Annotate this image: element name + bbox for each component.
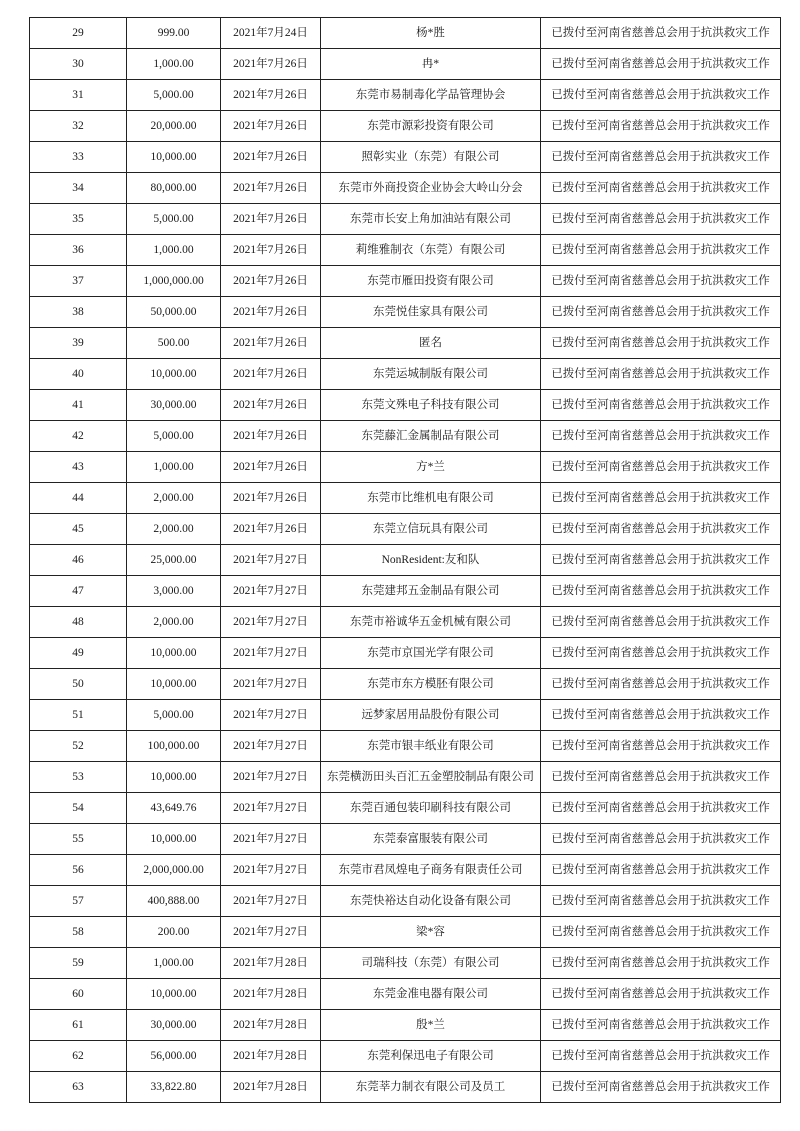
table-row bbox=[30, 328, 781, 359]
donation-amount: 1,000.00 bbox=[127, 948, 221, 979]
fund-usage: 已拨付至河南省慈善总会用于抗洪救灾工作 bbox=[541, 1041, 781, 1072]
donation-date: 2021年7月26日 bbox=[221, 452, 321, 483]
row-number: 45 bbox=[30, 514, 127, 545]
row-number: 31 bbox=[30, 80, 127, 111]
row-number: 58 bbox=[30, 917, 127, 948]
fund-usage: 已拨付至河南省慈善总会用于抗洪救灾工作 bbox=[541, 266, 781, 297]
table-row bbox=[30, 855, 781, 886]
donor-name: 东莞市裕诚华五金机械有限公司 bbox=[321, 607, 541, 638]
table-row bbox=[30, 421, 781, 452]
donation-date: 2021年7月27日 bbox=[221, 762, 321, 793]
fund-usage: 已拨付至河南省慈善总会用于抗洪救灾工作 bbox=[541, 80, 781, 111]
donation-amount: 10,000.00 bbox=[127, 979, 221, 1010]
fund-usage: 已拨付至河南省慈善总会用于抗洪救灾工作 bbox=[541, 607, 781, 638]
donation-amount: 400,888.00 bbox=[127, 886, 221, 917]
donor-name: 东莞市东方模胚有限公司 bbox=[321, 669, 541, 700]
donation-amount: 30,000.00 bbox=[127, 1010, 221, 1041]
row-number: 35 bbox=[30, 204, 127, 235]
donation-amount: 200.00 bbox=[127, 917, 221, 948]
donor-name: 东莞市比维机电有限公司 bbox=[321, 483, 541, 514]
fund-usage: 已拨付至河南省慈善总会用于抗洪救灾工作 bbox=[541, 576, 781, 607]
donor-name: 东莞市雁田投资有限公司 bbox=[321, 266, 541, 297]
fund-usage: 已拨付至河南省慈善总会用于抗洪救灾工作 bbox=[541, 855, 781, 886]
table-row bbox=[30, 545, 781, 576]
fund-usage: 已拨付至河南省慈善总会用于抗洪救灾工作 bbox=[541, 700, 781, 731]
row-number: 46 bbox=[30, 545, 127, 576]
donation-amount: 50,000.00 bbox=[127, 297, 221, 328]
donation-amount: 56,000.00 bbox=[127, 1041, 221, 1072]
donation-date: 2021年7月26日 bbox=[221, 49, 321, 80]
donation-amount: 100,000.00 bbox=[127, 731, 221, 762]
donation-amount: 2,000.00 bbox=[127, 514, 221, 545]
row-number: 29 bbox=[30, 18, 127, 49]
fund-usage: 已拨付至河南省慈善总会用于抗洪救灾工作 bbox=[541, 669, 781, 700]
donation-date: 2021年7月26日 bbox=[221, 421, 321, 452]
donor-name: 莉维雅制衣（东莞）有限公司 bbox=[321, 235, 541, 266]
row-number: 47 bbox=[30, 576, 127, 607]
row-number: 30 bbox=[30, 49, 127, 80]
donation-date: 2021年7月26日 bbox=[221, 390, 321, 421]
donation-date: 2021年7月27日 bbox=[221, 824, 321, 855]
table-row bbox=[30, 669, 781, 700]
donor-name: 匿名 bbox=[321, 328, 541, 359]
fund-usage: 已拨付至河南省慈善总会用于抗洪救灾工作 bbox=[541, 235, 781, 266]
donor-name: 方*兰 bbox=[321, 452, 541, 483]
fund-usage: 已拨付至河南省慈善总会用于抗洪救灾工作 bbox=[541, 545, 781, 576]
row-number: 61 bbox=[30, 1010, 127, 1041]
table-row bbox=[30, 18, 781, 49]
donor-name: 东莞市外商投资企业协会大岭山分会 bbox=[321, 173, 541, 204]
table-row bbox=[30, 979, 781, 1010]
donation-date: 2021年7月28日 bbox=[221, 1041, 321, 1072]
row-number: 43 bbox=[30, 452, 127, 483]
donation-amount: 33,822.80 bbox=[127, 1072, 221, 1103]
donation-date: 2021年7月27日 bbox=[221, 731, 321, 762]
table-row bbox=[30, 80, 781, 111]
table-row bbox=[30, 235, 781, 266]
table-row bbox=[30, 762, 781, 793]
row-number: 39 bbox=[30, 328, 127, 359]
donation-amount: 1,000.00 bbox=[127, 49, 221, 80]
donation-amount: 1,000.00 bbox=[127, 235, 221, 266]
table-row bbox=[30, 1010, 781, 1041]
donation-date: 2021年7月26日 bbox=[221, 80, 321, 111]
row-number: 63 bbox=[30, 1072, 127, 1103]
fund-usage: 已拨付至河南省慈善总会用于抗洪救灾工作 bbox=[541, 886, 781, 917]
donor-name: 东莞横沥田头百汇五金塑胶制品有限公司 bbox=[321, 762, 541, 793]
donation-date: 2021年7月26日 bbox=[221, 111, 321, 142]
fund-usage: 已拨付至河南省慈善总会用于抗洪救灾工作 bbox=[541, 638, 781, 669]
fund-usage: 已拨付至河南省慈善总会用于抗洪救灾工作 bbox=[541, 483, 781, 514]
table-row bbox=[30, 483, 781, 514]
donor-name: 东莞金准电器有限公司 bbox=[321, 979, 541, 1010]
fund-usage: 已拨付至河南省慈善总会用于抗洪救灾工作 bbox=[541, 917, 781, 948]
donation-date: 2021年7月27日 bbox=[221, 700, 321, 731]
donation-date: 2021年7月26日 bbox=[221, 266, 321, 297]
fund-usage: 已拨付至河南省慈善总会用于抗洪救灾工作 bbox=[541, 979, 781, 1010]
donation-amount: 80,000.00 bbox=[127, 173, 221, 204]
fund-usage: 已拨付至河南省慈善总会用于抗洪救灾工作 bbox=[541, 421, 781, 452]
donation-date: 2021年7月28日 bbox=[221, 1072, 321, 1103]
donation-amount: 30,000.00 bbox=[127, 390, 221, 421]
table-row bbox=[30, 390, 781, 421]
donation-amount: 1,000,000.00 bbox=[127, 266, 221, 297]
fund-usage: 已拨付至河南省慈善总会用于抗洪救灾工作 bbox=[541, 173, 781, 204]
fund-usage: 已拨付至河南省慈善总会用于抗洪救灾工作 bbox=[541, 359, 781, 390]
donation-amount: 5,000.00 bbox=[127, 421, 221, 452]
donation-amount: 10,000.00 bbox=[127, 142, 221, 173]
table-row bbox=[30, 297, 781, 328]
donor-name: 东莞快裕达自动化设备有限公司 bbox=[321, 886, 541, 917]
row-number: 44 bbox=[30, 483, 127, 514]
table-row bbox=[30, 359, 781, 390]
row-number: 49 bbox=[30, 638, 127, 669]
fund-usage: 已拨付至河南省慈善总会用于抗洪救灾工作 bbox=[541, 1072, 781, 1103]
row-number: 56 bbox=[30, 855, 127, 886]
table-row bbox=[30, 1072, 781, 1103]
donor-name: 司瑞科技（东莞）有限公司 bbox=[321, 948, 541, 979]
donation-amount: 2,000,000.00 bbox=[127, 855, 221, 886]
fund-usage: 已拨付至河南省慈善总会用于抗洪救灾工作 bbox=[541, 297, 781, 328]
donation-amount: 500.00 bbox=[127, 328, 221, 359]
table-row bbox=[30, 607, 781, 638]
fund-usage: 已拨付至河南省慈善总会用于抗洪救灾工作 bbox=[541, 390, 781, 421]
row-number: 53 bbox=[30, 762, 127, 793]
row-number: 48 bbox=[30, 607, 127, 638]
donation-date: 2021年7月27日 bbox=[221, 886, 321, 917]
donor-name: 东莞市银丰纸业有限公司 bbox=[321, 731, 541, 762]
fund-usage: 已拨付至河南省慈善总会用于抗洪救灾工作 bbox=[541, 514, 781, 545]
donation-amount: 10,000.00 bbox=[127, 638, 221, 669]
donor-name: 东莞悦佳家具有限公司 bbox=[321, 297, 541, 328]
donation-amount: 43,649.76 bbox=[127, 793, 221, 824]
donor-name: 照彰实业（东莞）有限公司 bbox=[321, 142, 541, 173]
donation-date: 2021年7月27日 bbox=[221, 607, 321, 638]
donor-name: 东莞泰富服装有限公司 bbox=[321, 824, 541, 855]
donor-name: 梁*容 bbox=[321, 917, 541, 948]
row-number: 60 bbox=[30, 979, 127, 1010]
table-row bbox=[30, 886, 781, 917]
row-number: 62 bbox=[30, 1041, 127, 1072]
row-number: 50 bbox=[30, 669, 127, 700]
donation-date: 2021年7月26日 bbox=[221, 204, 321, 235]
donor-name: 冉* bbox=[321, 49, 541, 80]
donation-date: 2021年7月26日 bbox=[221, 297, 321, 328]
donation-amount: 10,000.00 bbox=[127, 359, 221, 390]
donor-name: 杨*胜 bbox=[321, 18, 541, 49]
donation-date: 2021年7月24日 bbox=[221, 18, 321, 49]
table-row bbox=[30, 266, 781, 297]
row-number: 38 bbox=[30, 297, 127, 328]
table-row bbox=[30, 793, 781, 824]
donor-name: 东莞利保迅电子有限公司 bbox=[321, 1041, 541, 1072]
donation-amount: 2,000.00 bbox=[127, 607, 221, 638]
donation-table-page bbox=[29, 17, 780, 1103]
donation-amount: 5,000.00 bbox=[127, 700, 221, 731]
donor-name: 东莞莘力制衣有限公司及员工 bbox=[321, 1072, 541, 1103]
donation-date: 2021年7月26日 bbox=[221, 142, 321, 173]
row-number: 54 bbox=[30, 793, 127, 824]
row-number: 40 bbox=[30, 359, 127, 390]
row-number: 41 bbox=[30, 390, 127, 421]
table-row bbox=[30, 948, 781, 979]
row-number: 59 bbox=[30, 948, 127, 979]
donation-amount: 3,000.00 bbox=[127, 576, 221, 607]
fund-usage: 已拨付至河南省慈善总会用于抗洪救灾工作 bbox=[541, 142, 781, 173]
row-number: 52 bbox=[30, 731, 127, 762]
donation-date: 2021年7月26日 bbox=[221, 328, 321, 359]
fund-usage: 已拨付至河南省慈善总会用于抗洪救灾工作 bbox=[541, 1010, 781, 1041]
row-number: 36 bbox=[30, 235, 127, 266]
donation-date: 2021年7月27日 bbox=[221, 669, 321, 700]
donation-amount: 5,000.00 bbox=[127, 80, 221, 111]
table-row bbox=[30, 49, 781, 80]
fund-usage: 已拨付至河南省慈善总会用于抗洪救灾工作 bbox=[541, 111, 781, 142]
row-number: 42 bbox=[30, 421, 127, 452]
donor-name: 东莞市君凤煌电子商务有限责任公司 bbox=[321, 855, 541, 886]
row-number: 32 bbox=[30, 111, 127, 142]
donor-name: 远梦家居用品股份有限公司 bbox=[321, 700, 541, 731]
donor-name: 东莞市源彩投资有限公司 bbox=[321, 111, 541, 142]
donation-date: 2021年7月28日 bbox=[221, 979, 321, 1010]
donation-date: 2021年7月27日 bbox=[221, 576, 321, 607]
fund-usage: 已拨付至河南省慈善总会用于抗洪救灾工作 bbox=[541, 731, 781, 762]
table-row bbox=[30, 173, 781, 204]
donor-name: 殷*兰 bbox=[321, 1010, 541, 1041]
table-row bbox=[30, 514, 781, 545]
donation-table bbox=[29, 17, 781, 1103]
fund-usage: 已拨付至河南省慈善总会用于抗洪救灾工作 bbox=[541, 18, 781, 49]
row-number: 57 bbox=[30, 886, 127, 917]
donor-name: 东莞立信玩具有限公司 bbox=[321, 514, 541, 545]
donor-name: NonResident:友和队 bbox=[321, 545, 541, 576]
table-row bbox=[30, 204, 781, 235]
donor-name: 东莞文殊电子科技有限公司 bbox=[321, 390, 541, 421]
table-row bbox=[30, 111, 781, 142]
donation-amount: 25,000.00 bbox=[127, 545, 221, 576]
donation-amount: 999.00 bbox=[127, 18, 221, 49]
fund-usage: 已拨付至河南省慈善总会用于抗洪救灾工作 bbox=[541, 948, 781, 979]
donation-date: 2021年7月27日 bbox=[221, 917, 321, 948]
fund-usage: 已拨付至河南省慈善总会用于抗洪救灾工作 bbox=[541, 328, 781, 359]
donation-date: 2021年7月26日 bbox=[221, 514, 321, 545]
row-number: 34 bbox=[30, 173, 127, 204]
table-row bbox=[30, 731, 781, 762]
table-row bbox=[30, 142, 781, 173]
donor-name: 东莞建邦五金制品有限公司 bbox=[321, 576, 541, 607]
fund-usage: 已拨付至河南省慈善总会用于抗洪救灾工作 bbox=[541, 452, 781, 483]
donation-date: 2021年7月27日 bbox=[221, 793, 321, 824]
table-row bbox=[30, 917, 781, 948]
donation-amount: 5,000.00 bbox=[127, 204, 221, 235]
donation-date: 2021年7月27日 bbox=[221, 545, 321, 576]
donor-name: 东莞市长安上角加油站有限公司 bbox=[321, 204, 541, 235]
row-number: 55 bbox=[30, 824, 127, 855]
donation-date: 2021年7月27日 bbox=[221, 638, 321, 669]
donation-date: 2021年7月28日 bbox=[221, 948, 321, 979]
donation-date: 2021年7月27日 bbox=[221, 855, 321, 886]
donation-amount: 10,000.00 bbox=[127, 762, 221, 793]
fund-usage: 已拨付至河南省慈善总会用于抗洪救灾工作 bbox=[541, 204, 781, 235]
donor-name: 东莞藤汇金属制品有限公司 bbox=[321, 421, 541, 452]
donor-name: 东莞市京国光学有限公司 bbox=[321, 638, 541, 669]
row-number: 37 bbox=[30, 266, 127, 297]
fund-usage: 已拨付至河南省慈善总会用于抗洪救灾工作 bbox=[541, 49, 781, 80]
donation-date: 2021年7月26日 bbox=[221, 483, 321, 514]
donation-date: 2021年7月26日 bbox=[221, 173, 321, 204]
donor-name: 东莞运城制版有限公司 bbox=[321, 359, 541, 390]
fund-usage: 已拨付至河南省慈善总会用于抗洪救灾工作 bbox=[541, 824, 781, 855]
row-number: 33 bbox=[30, 142, 127, 173]
donation-amount: 2,000.00 bbox=[127, 483, 221, 514]
table-row bbox=[30, 638, 781, 669]
donation-date: 2021年7月26日 bbox=[221, 235, 321, 266]
table-row bbox=[30, 824, 781, 855]
table-row bbox=[30, 1041, 781, 1072]
donation-date: 2021年7月26日 bbox=[221, 359, 321, 390]
fund-usage: 已拨付至河南省慈善总会用于抗洪救灾工作 bbox=[541, 793, 781, 824]
table-row bbox=[30, 576, 781, 607]
row-number: 51 bbox=[30, 700, 127, 731]
donation-amount: 10,000.00 bbox=[127, 669, 221, 700]
fund-usage: 已拨付至河南省慈善总会用于抗洪救灾工作 bbox=[541, 762, 781, 793]
donation-table-body bbox=[30, 18, 781, 1103]
table-row bbox=[30, 700, 781, 731]
donor-name: 东莞百通包装印刷科技有限公司 bbox=[321, 793, 541, 824]
donation-amount: 1,000.00 bbox=[127, 452, 221, 483]
donation-date: 2021年7月28日 bbox=[221, 1010, 321, 1041]
donor-name: 东莞市易制毒化学品管理协会 bbox=[321, 80, 541, 111]
donation-amount: 20,000.00 bbox=[127, 111, 221, 142]
donation-amount: 10,000.00 bbox=[127, 824, 221, 855]
table-row bbox=[30, 452, 781, 483]
